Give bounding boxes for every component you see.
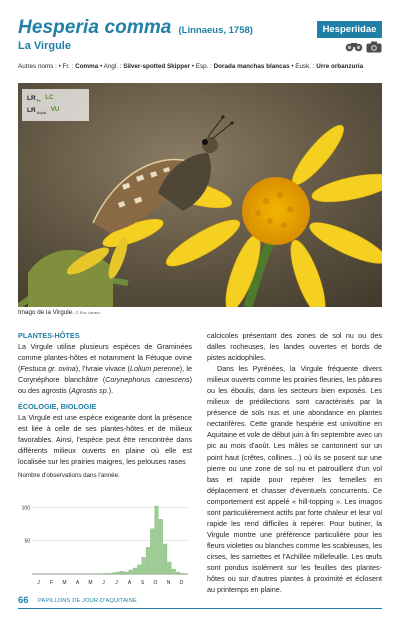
plantes-hotes-heading: PLANTES-HÔTES [18,331,80,340]
pyrenees-paragraph: Dans les Pyrénées, la Virgule fréquente divers milieux ouverts comme les prairies fleuries, les pâtures ou les éboulis, dans les secteurs bien exposés. Les milieux de prédilections sont caractérisés par la présence de sols nus et une abondance en plantes nectarifères. Cette grande hespérie est univoltine en Aquitaine et vole de début juin à fin septembre avec un pic au mois d'août. Les mâles se cantonnent sur un point haut (crêtes, collines…) où ils se posent sur une pierre ou une zone de sol nu et patrouillent d'un vol bas et rapide pour repérer les femelles en déplacement et chasser d'éventuels concurrents. Ce comportement est appelé « hill-topping ». Les imagos sont particulièrement actifs par forte chaleur et leur vol rapide les rend difficiles à repérer. Pour butiner, la Virgule montre une préférence particulière pour les fleurs violettes ou blanches comme les scabieuses, les cirses, les sarriettes et l'Achillée millefeuille. Les œufs sont pondus isolément sur les feuilles des plantes-hôtes ou sur d'autres plantes à proximité et éclosent au printemps en plaine. [207,364,383,595]
bar [116,572,120,574]
butterfly-photo [18,83,382,307]
family-badge: Hesperiidae [317,21,382,38]
bar [168,562,172,574]
vu-status-badge: VU [50,107,60,113]
y-tick-label: 50 [24,538,30,545]
chart-plot [18,490,192,587]
month-label: J [102,580,105,586]
page-number: 66 [18,595,29,606]
name-angl: Silver-spotted Skipper [123,63,191,70]
bar [155,506,159,574]
bar [133,568,137,574]
bar [180,573,184,574]
bar [125,572,129,574]
species-title-row [18,17,253,39]
common-name: La Virgule [18,40,71,52]
bar [120,571,124,574]
ecologie-heading: ÉCOLOGIE, BIOLOGIE [18,402,97,412]
bar [172,569,176,574]
month-label: D [179,580,184,586]
ecologie-text-continued: calcicoles présentant des zones de sol nu ou des dalles rocheuses, les landes ouvertes et bords de pistes acidophiles. [207,331,382,363]
month-label: M [88,580,93,586]
month-label: O [153,580,158,586]
bar [163,544,167,574]
chart-title: Nombre d'observations dans l'année. [18,472,120,479]
photo-credit: © Eric Lecam. [75,310,101,315]
month-label: M [62,580,67,586]
observation-icons [345,41,382,53]
photo-caption: Imago de la Virgule. © Eric Lecam. [18,309,101,316]
month-label: J [115,580,118,586]
bar [146,547,150,574]
bar [112,573,116,574]
bar [142,557,146,574]
bar [159,519,163,574]
bar [150,529,154,574]
bar [107,573,111,574]
bar [129,570,133,574]
running-title: PAPILLONS DE JOUR D'AQUITAINE [38,598,137,604]
month-label: A [75,580,80,586]
ecologie-text: La Virgule est une espèce exigeante dont la présence est liée à celle de ses plantes-hôtes et de milieux favorables. Ainsi, l'espèce peut être rencontrée dans différents milieux ouverts en plaine où elle est localisée sur les prairies maigres, les pelouses rases [18,413,192,467]
right-column [207,330,382,595]
red-list-france: LR $_{Fr.}$ LC [27,94,54,103]
name-esp: Dorada manchas blancas [213,63,290,70]
bar [137,565,141,574]
month-label: S [140,580,145,586]
camera-icon [366,41,382,53]
footer-rule [18,608,382,609]
month-label: J [37,580,40,586]
month-label: A [127,580,132,586]
name-eusk: Urre orbanzuria [316,63,364,70]
y-tick-label: 100 [21,505,30,512]
observations-chart [18,472,192,587]
red-list-aquitaine: LR $_{Aquit.}$ VU [27,106,60,115]
month-label: F [49,580,54,586]
species-author: (Linnaeus, 1758) [178,25,253,36]
red-list-panel [22,89,89,121]
plantes-hotes-text: La Virgule utilise plusieurs espèces de Graminées comme plantes-hôtes et notamment la Fétuque ovine (Festuca gr. ovina), l'Ivraie vivace (Lolium perenne), le Corynéphore blanchâtre (Corynephorus canescens) ou des agrostis (Agrostis sp.). [18,342,192,396]
species-name: Hesperia comma [18,17,172,38]
month-label: N [166,580,171,586]
other-names: Autres noms : • Fr. : Comma • Angl. : Silver-spotted Skipper • Esp. : Dorada manchas blancas • Eusk. : Urre orbanzuria [18,63,364,70]
bar [176,572,180,574]
left-column [18,330,192,467]
name-fr: Comma [75,63,99,70]
binoculars-icon [345,41,363,53]
lc-status-badge: LC [45,95,54,101]
bar [103,573,107,574]
